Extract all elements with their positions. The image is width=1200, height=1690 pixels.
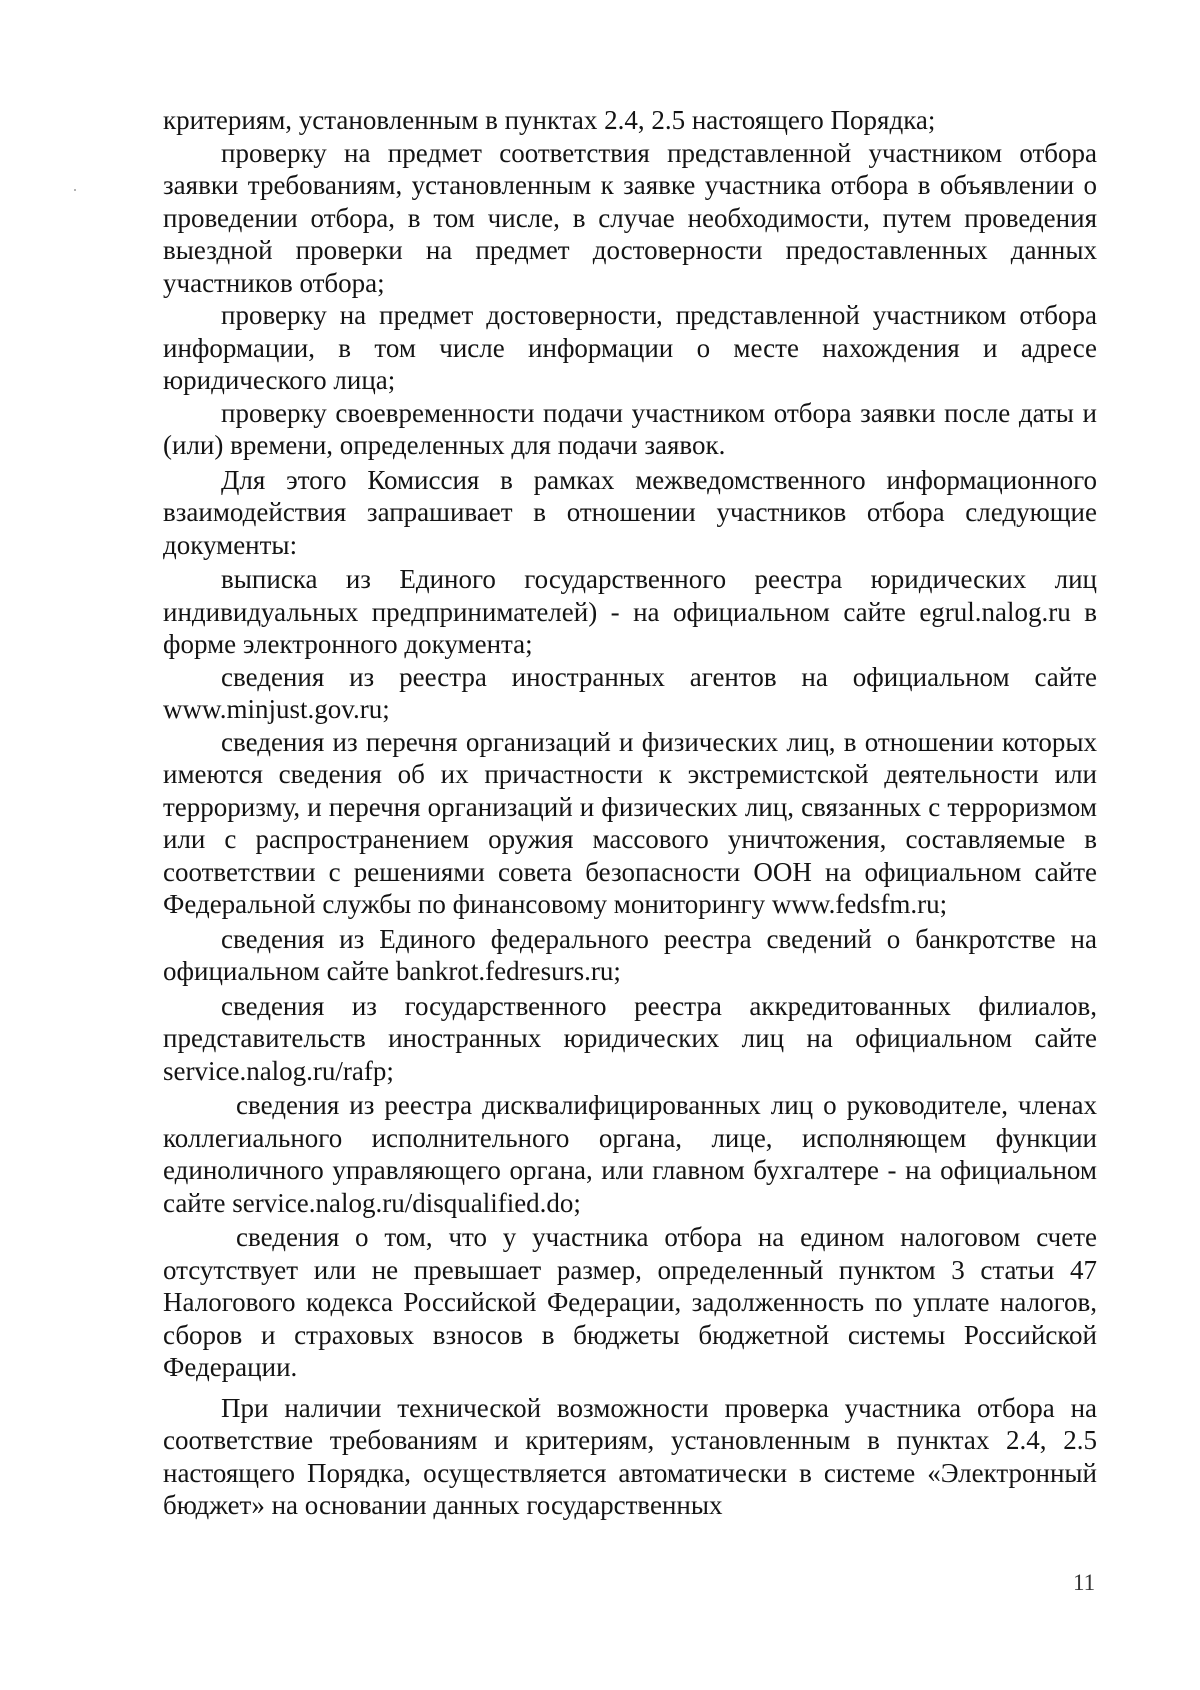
- paragraph-commission-request: Для этого Комиссия в рамках межведомственного информационного взаимодействия запрашивает в отношении участников отбора следующие документы:: [163, 464, 1097, 560]
- paragraph-automatic-check: При наличии технической возможности проверка участника отбора на соответствие требованиям и критериям, установленным в пунктах 2.4, 2.5 настоящего Порядка, осуществляется автоматически в системе «Электронный бюджет» на основании данных государственных: [163, 1392, 1097, 1520]
- paragraph-foreign-agents: сведения из реестра иностранных агентов на официальном сайте www.minjust.gov.ru;: [163, 661, 1097, 724]
- paragraph-disqualified-persons: сведения из реестра дисквалифицированных лиц о руководителе, членах коллегиального исполнительного органа, лице, исполняющем функции единоличного управляющего органа, или главном бухгалтере - на официальном сайте service.nalog.ru/disqualified.do;: [163, 1090, 1097, 1218]
- paragraph-accredited-branches: сведения из государственного реестра аккредитованных филиалов, представительств иностранных юридических лиц на официальном сайте service.nalog.ru/rafp;: [163, 990, 1097, 1086]
- scan-speck: [74, 189, 76, 191]
- paragraph-bankruptcy-registry: сведения из Единого федерального реестра сведений о банкротстве на официальном сайте bankrot.fedresurs.ru;: [163, 923, 1097, 986]
- paragraph-egrul-extract: выписка из Единого государственного реестра юридических лиц индивидуальных предпринимателей) - на официальном сайте egrul.nalog.ru в форме электронного документа;: [163, 564, 1097, 659]
- paragraph-information-check: проверку на предмет достоверности, представленной участником отбора информации, в том числе информации о месте нахождения и адресе юридического лица;: [163, 300, 1097, 395]
- paragraph-criteria-continuation: критериям, установленным в пунктах 2.4, 2.5 настоящего Порядка;: [163, 105, 936, 135]
- paragraph-application-check: проверку на предмет соответствия представленной участником отбора заявки требованиям, установленным к заявке участника отбора в объявлении о проведении отбора, в том числе, в случае необходимости, путем проведения выездной проверки на предмет достоверности предоставленных данных участников отбора;: [163, 137, 1097, 298]
- paragraph-extremism-list: сведения из перечня организаций и физических лиц, в отношении которых имеются сведения об их причастности к экстремистской деятельности или терроризму, и перечня организаций и физических лиц, связанных с терроризмом или с распространением оружия массового уничтожения, составляемые в соответствии с решениями совета безопасности ООН на официальном сайте Федеральной службы по финансовому мониторингу www.fedsfm.ru;: [163, 726, 1097, 919]
- document-body: [163, 104, 1097, 1522]
- paragraph-timeliness-check: проверку своевременности подачи участником отбора заявки после даты и (или) времени, определенных для подачи заявок.: [163, 397, 1097, 460]
- page-number: 11: [1073, 1570, 1096, 1595]
- paragraph-tax-debt: сведения о том, что у участника отбора на едином налоговом счете отсутствует или не превышает размер, определенный пунктом 3 статьи 47 Налогового кодекса Российской Федерации, задолженность по уплате налогов, сборов и страховых взносов в бюджеты бюджетной системы Российской Федерации.: [163, 1222, 1097, 1382]
